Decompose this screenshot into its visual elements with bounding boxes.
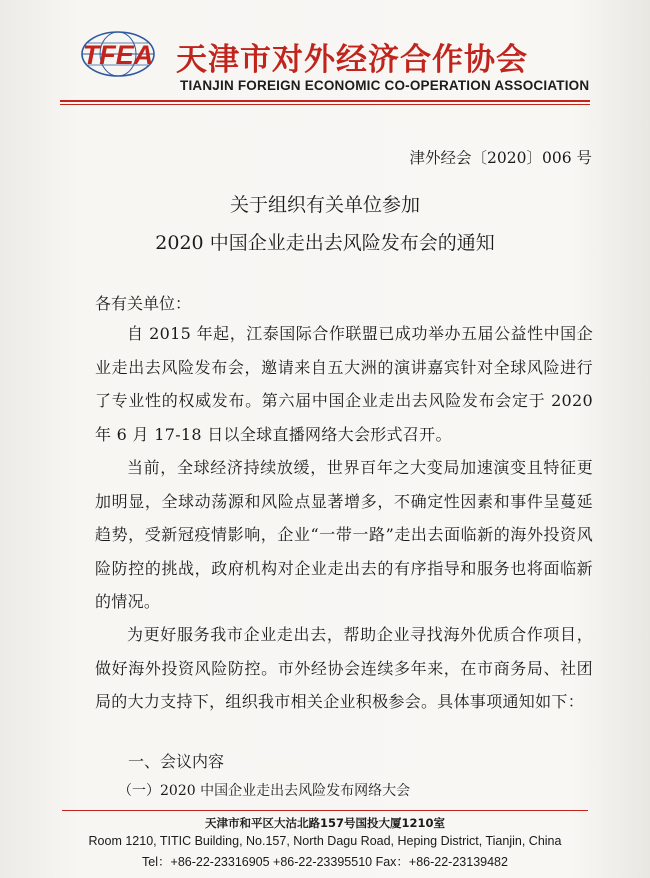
header-divider bbox=[60, 100, 590, 102]
title-line-2: 2020 中国企业走出去风险发布会的通知 bbox=[155, 232, 495, 254]
logo-text: TFEA bbox=[82, 40, 154, 70]
tfea-logo-icon bbox=[74, 24, 162, 82]
org-name-en: TIANJIN FOREIGN ECONOMIC CO-OPERATION ASSOCIATION bbox=[180, 78, 590, 93]
title-line-1: 关于组织有关单位参加 bbox=[229, 194, 420, 216]
org-name-cn: 天津市对外经济合作协会 bbox=[176, 42, 528, 78]
footer-divider bbox=[62, 810, 588, 811]
paragraph-3: 为更好服务我市企业走出去，帮助企业寻找海外优质合作项目，做好海外投资风险防控。市外经协会连续多年来，在市商务局、社团局的大力支持下，组织我市相关企业积极参会。具体事项通知如下： bbox=[95, 625, 593, 711]
subsection-heading: （一）2020 中国企业走出去风险发布网络大会 bbox=[118, 783, 411, 799]
footer-address-en: Room 1210, TITIC Building, No.157, North Dagu Road, Heping District, Tianjin, China bbox=[88, 834, 562, 848]
salutation: 各有关单位： bbox=[95, 294, 192, 313]
paragraph-2: 当前，全球经济持续放缓，世界百年之大变局加速演变且特征更加明显，全球动荡源和风险点显著增多，不确定性因素和事件呈蔓延趋势，受新冠疫情影响，企业“一带一路”走出去面临新的海外投资风险防控的挑战，政府机构对企业走出去的有序指导和服务也将面临新的情况。 bbox=[95, 458, 593, 611]
document-number: 津外经会〔2020〕006 号 bbox=[409, 149, 592, 167]
footer-contact: Tel：+86-22-23316905 +86-22-23395510 Fax：+86-22-23139482 bbox=[142, 855, 508, 869]
section-heading: 一、会议内容 bbox=[128, 752, 225, 771]
footer-address-cn: 天津市和平区大沽北路157号国投大厦1210室 bbox=[204, 816, 445, 830]
paragraph-1: 自 2015 年起，江泰国际合作联盟已成功举办五届公益性中国企业走出去风险发布会，邀请来自五大洲的演讲嘉宾针对全球风险进行了专业性的权威发布。第六届中国企业走出去风险发布会定于 2020 年 6 月 17-18 日以全球直播网络大会形式召开。 bbox=[95, 324, 593, 444]
header-divider-thin bbox=[60, 104, 590, 105]
